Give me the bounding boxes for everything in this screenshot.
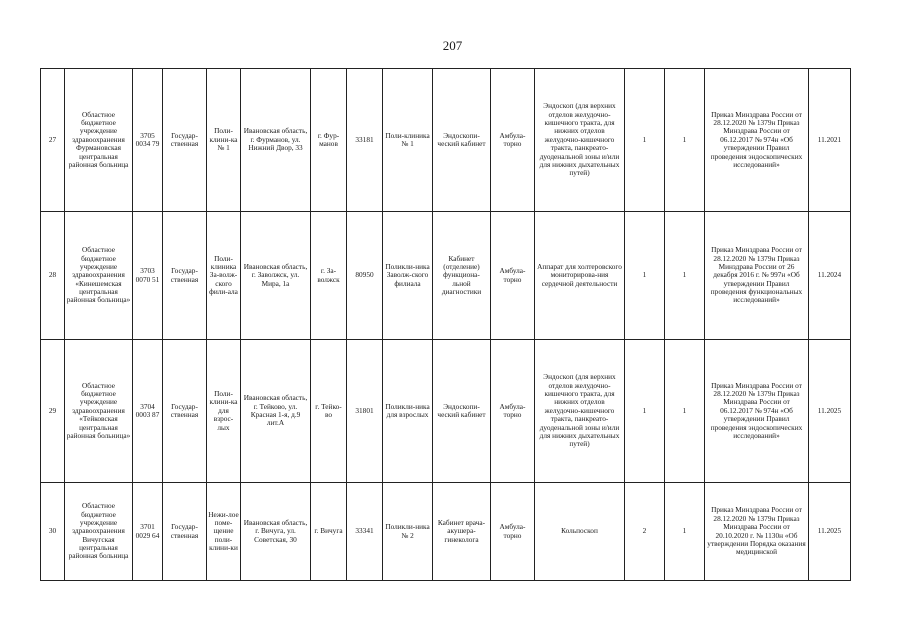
order-reference: Приказ Минздрава России от 28.12.2020 № 1379н Приказ Минздрава России от 26 декабря 2016 г. № 997н «Об утверждении Правил проведения функциональных исследований»: [705, 212, 809, 340]
date: 11.2025: [809, 483, 851, 581]
organization-code: 3704 0003 87: [133, 340, 163, 483]
cabinet: Кабинет врача-акушера-гинеколога: [433, 483, 491, 581]
organization-code: 3705 0034 79: [133, 69, 163, 212]
quantity-1: 1: [625, 212, 665, 340]
equipment: Кольпоскоп: [535, 483, 625, 581]
quantity-1: 2: [625, 483, 665, 581]
quantity-1: 1: [625, 69, 665, 212]
table-row: [41, 483, 851, 581]
organization-name: Областное бюджетное учреждение здравоохранения «Тейковская центральная районная больница»: [65, 340, 133, 483]
equipment: Эндоскоп (для верхних отделов желудочно-кишечного тракта, для нижних отделов желудочно-кишечного тракта, панкреато-дуоденальной зоны и/или для нижних дыхательных путей): [535, 340, 625, 483]
address: Ивановская область, г. Вичуга, ул. Советская, 30: [241, 483, 311, 581]
city: г. Фур-манов: [311, 69, 347, 212]
care-condition: Амбула-торно: [491, 69, 535, 212]
care-condition: Амбула-торно: [491, 483, 535, 581]
order-reference: Приказ Минздрава России от 28.12.2020 № 1379н Приказ Минздрава России от 06.12.2017 № 974н «Об утверждении Правил проведения эндоскопических исследований»: [705, 69, 809, 212]
row-number: 29: [41, 340, 65, 483]
organization-name: Областное бюджетное учреждение здравоохранения Фурмановская центральная районная больница: [65, 69, 133, 212]
address: Ивановская область, г. Фурманов, ул. Нижний Двор, 33: [241, 69, 311, 212]
organization-name: Областное бюджетное учреждение здравоохранения Вичугская центральная районная больница: [65, 483, 133, 581]
subdivision: Нежи-лое поме-щение поли-клини-ки: [207, 483, 241, 581]
cabinet: Кабинет (отделение) функциона-льной диагностики: [433, 212, 491, 340]
city: г. За-волжск: [311, 212, 347, 340]
quantity-2: 1: [665, 212, 705, 340]
quantity-2: 1: [665, 69, 705, 212]
subdivision: Поли-клиника За-волж-ского фили-ала: [207, 212, 241, 340]
equipment-table: [40, 68, 851, 581]
index-code: 33181: [347, 69, 383, 212]
ownership-type: Государ-ственная: [163, 69, 207, 212]
equipment: Аппарат для холтеровского мониторирова-ния сердечной деятельности: [535, 212, 625, 340]
subdivision: Поли-клини-ка для взрос-лых: [207, 340, 241, 483]
organization-code: 3701 0029 64: [133, 483, 163, 581]
address: Ивановская область, г. Тейково, ул. Красная 1-я, д.9 лит.А: [241, 340, 311, 483]
subdivision: Поли-клини-ка № 1: [207, 69, 241, 212]
order-reference: Приказ Минздрава России от 28.12.2020 № 1379н Приказ Минздрава России от 06.12.2017 № 974н «Об утверждении Правил проведения эндоскопических исследований»: [705, 340, 809, 483]
table-row: [41, 212, 851, 340]
unit: Поли-клиника № 1: [383, 69, 433, 212]
care-condition: Амбула-торно: [491, 340, 535, 483]
row-number: 28: [41, 212, 65, 340]
table-row: [41, 69, 851, 212]
cabinet: Эндоскопи-ческий кабинет: [433, 340, 491, 483]
order-reference: Приказ Минздрава России от 28.12.2020 № 1379н Приказ Минздрава России от 20.10.2020 г. № 1130н «Об утверждении Порядка оказания медицинской: [705, 483, 809, 581]
equipment: Эндоскоп (для верхних отделов желудочно-кишечного тракта, для нижних отделов желудочно-кишечного тракта, панкреато-дуоденальной зоны и/или для нижних дыхательных путей): [535, 69, 625, 212]
ownership-type: Государ-ственная: [163, 212, 207, 340]
organization-code: 3703 0070 51: [133, 212, 163, 340]
cabinet: Эндоскопи-ческий кабинет: [433, 69, 491, 212]
date: 11.2024: [809, 212, 851, 340]
quantity-2: 1: [665, 483, 705, 581]
city: г. Вичуга: [311, 483, 347, 581]
unit: Поликли-ника № 2: [383, 483, 433, 581]
index-code: 33341: [347, 483, 383, 581]
city: г. Тейко-во: [311, 340, 347, 483]
index-code: 80950: [347, 212, 383, 340]
address: Ивановская область, г. Заволжск, ул. Мира, 1а: [241, 212, 311, 340]
unit: Поликли-ника Заволж-ского филиала: [383, 212, 433, 340]
organization-name: Областное бюджетное учреждение здравоохранения «Кинешемская центральная районная больница»: [65, 212, 133, 340]
quantity-1: 1: [625, 340, 665, 483]
row-number: 27: [41, 69, 65, 212]
care-condition: Амбула-торно: [491, 212, 535, 340]
unit: Поликли-ника для взрослых: [383, 340, 433, 483]
date: 11.2025: [809, 340, 851, 483]
row-number: 30: [41, 483, 65, 581]
ownership-type: Государ-ственная: [163, 483, 207, 581]
page-number: 207: [442, 38, 463, 53]
quantity-2: 1: [665, 340, 705, 483]
table-row: [41, 340, 851, 483]
ownership-type: Государ-ственная: [163, 340, 207, 483]
index-code: 31801: [347, 340, 383, 483]
date: 11.2021: [809, 69, 851, 212]
